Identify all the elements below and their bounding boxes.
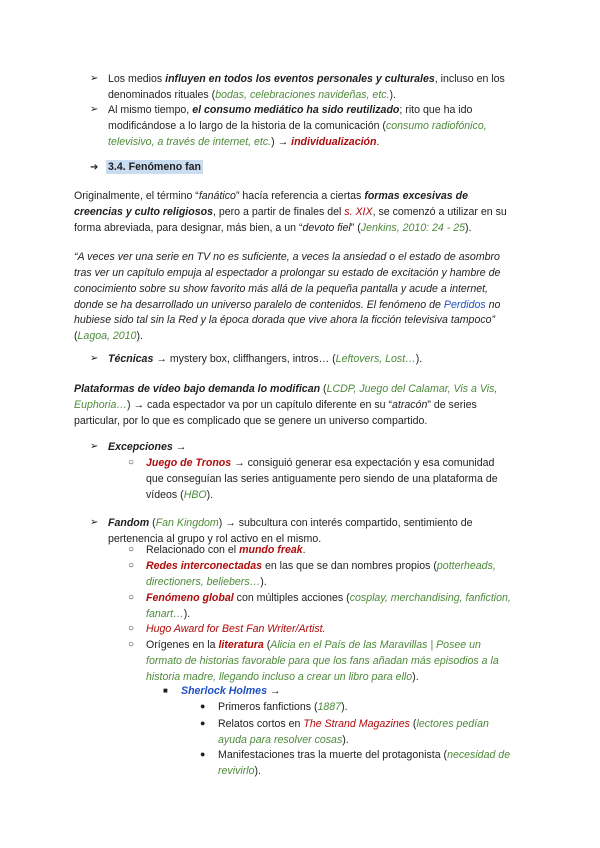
list-item-consumo-line2 [108,119,487,134]
examples: Alicia en el País de las Maravillas | Posee un [270,639,481,651]
text: ). [136,330,143,342]
subitem-juego-tronos-line2 [146,472,498,487]
text: ). [254,765,261,777]
arrowhead-bullet-icon: ➢ [90,517,99,528]
text: con múltiples acciones ( [233,592,350,604]
text: ). [389,89,396,101]
text: → [172,441,187,453]
subitem-origenes-line1 [146,638,481,653]
circle-bullet-icon: ○ [128,639,135,650]
examples: historia madre, llegando incluso a crear un libro para ello [146,671,413,683]
text: Los medios [108,73,166,85]
text: ” hacía referencia a ciertas [235,190,365,202]
section-heading [106,160,203,175]
circle-bullet-icon: ○ [128,560,135,571]
examples: necesidad de [447,749,511,761]
example: Fan Kingdom [155,517,219,529]
text: Originalmente, el término “ [74,190,199,202]
text: ( [74,330,78,342]
text: ( [263,639,271,651]
examples: LCDP, Juego del Calamar, Vis a Vis, [326,383,498,395]
key-term: literatura [218,639,264,651]
magazine: The Strand Magazines [303,718,410,730]
subitem-juego-tronos-line1 [146,456,494,471]
quote-line5 [74,313,495,328]
text: → [266,685,281,697]
dot-bullet-icon: ● [200,718,206,728]
examples: Euphoria… [74,399,127,411]
label: Técnicas [108,353,154,365]
text: ). [412,671,419,683]
emphasis: creencias y culto religiosos [74,206,213,218]
text: Relacionado con el [146,544,240,556]
key-term: mundo freak [239,544,303,556]
examples: fanart… [146,608,184,620]
key-term: Redes interconectadas [146,560,262,572]
label: Fandom [108,517,150,529]
text: ; rito que ha ido [399,104,473,116]
paragraph2-line1 [74,382,497,397]
list-item-consumo-line1 [108,103,472,118]
circle-bullet-icon: ○ [128,592,135,603]
examples: Leftovers, Lost… [335,353,416,365]
arrow-bullet-icon: ➔ [90,162,99,173]
text: Al mismo tiempo, [108,104,193,116]
circle-bullet-icon: ○ [128,623,135,634]
term: devoto fiel [302,222,351,234]
text: , pero a partir de finales del [212,206,345,218]
subitem-redes-line2 [146,575,267,590]
list-item-tecnicas [108,352,422,367]
subitem-origenes-line3 [146,670,419,685]
text: modificándose a lo largo de la historia de la comunicación ( [108,120,386,132]
list-item-media-line1 [108,72,505,87]
date: s. XIX [344,206,373,218]
examples: lectores pedían [416,718,489,730]
list-item-media-line2 [108,88,396,103]
examples: bodas, celebraciones navideñas, etc. [215,89,390,101]
examples: potterheads, [436,560,496,572]
text: Primeros fanfictions ( [218,701,318,713]
subitem-freak [146,543,306,558]
text: ). [341,701,348,713]
text: en las que se dan nombres propios ( [262,560,437,572]
text: , se comenzó a utilizar en su [372,206,507,218]
examples: cosplay, merchandising, fanfiction, [349,592,511,604]
arrowhead-bullet-icon: ➢ [90,353,99,364]
detail-strand-line1 [218,717,489,732]
detail-manifestaciones-line1 [218,748,510,763]
text: particular, por lo que es complicado que se genere un universo compartido. [74,415,428,427]
examples: ayuda para resolver cosas [218,734,343,746]
label: Excepciones [108,441,173,453]
paragraph-line1 [74,189,468,204]
text: Manifestaciones tras la muerte del protagonista ( [218,749,448,761]
list-item-consumo-line3 [108,135,379,150]
subitem-redes-line1 [146,559,496,574]
key-term: Juego de Tronos [146,457,232,469]
arrowhead-bullet-icon: ➢ [90,104,99,115]
paragraph-line3 [74,221,472,236]
subsubitem-sherlock [181,684,281,699]
text: . [302,544,306,556]
text: . [376,136,380,148]
text: tras ver un capítulo empuja al espectador a prolongar su estado de excitación y hambre de [74,267,501,279]
text: ( [149,517,156,529]
detail-strand-line2 [218,733,349,748]
subitem-origenes-line2 [146,654,499,669]
examples: consumo radiofónico, [385,120,487,132]
arrowhead-bullet-icon: ➢ [90,73,99,84]
text: ) → cada espectador va por un capítulo diferente en su “ [127,399,392,411]
text: no [485,299,501,311]
term: atracón [392,399,428,411]
quote-line3 [74,282,488,297]
title: Sherlock Holmes [181,685,267,697]
examples: directioners, beliebers… [146,576,261,588]
text: ” [491,314,496,326]
year: 1887 [317,701,342,713]
heading-text: 3.4. Fenómeno fan [108,161,202,173]
text: ). [342,734,349,746]
list-item-fandom-line1 [108,516,473,531]
text: forma abreviada, para designar, más bien, a un “ [74,222,303,234]
text: ). [415,353,423,365]
text: ” de series [427,399,477,411]
subitem-global-line2 [146,607,190,622]
examples: revivirlo [218,765,255,777]
text: ) → [271,136,292,148]
text: , incluso en los [434,73,505,85]
text: que conseguían las series antiguamente pero siendo de una plataforma de [146,473,498,485]
paragraph2-line2 [74,398,477,413]
example: HBO [183,489,207,501]
emphasis: el consumo mediático ha sido reutilizado [192,104,400,116]
text: “A veces ver una serie en TV no es suficiente, a veces la ansiedad o el estado de asombro [74,251,500,263]
term: fanático [198,190,236,202]
circle-bullet-icon: ○ [128,544,135,555]
text: Relatos cortos en [218,718,304,730]
text: pertenencia al grupo y rol activo en el mismo. [108,533,322,545]
quote-citation [74,329,143,344]
text: ) → subcultura con interés compartido, sentimiento de [218,517,473,529]
paragraph-line2 [74,205,507,220]
key-term: individualización [291,136,377,148]
citation: Jenkins, 2010: 24 - 25 [360,222,466,234]
quote-line2 [74,266,500,281]
key-term: Fenómeno global [146,592,234,604]
examples: televisivo, a través de internet, etc. [108,136,272,148]
text: ( [409,718,417,730]
text: ” ( [350,222,361,234]
text: → consiguió generar esa expectación y esa comunidad [231,457,495,469]
text: ( [320,383,327,395]
square-bullet-icon: ■ [163,686,168,695]
text: ). [465,222,472,234]
text: conocimiento sobre su show favorito más allá de la pequeña pantalla y acude a internet, [74,283,488,295]
circle-bullet-icon: ○ [128,457,135,468]
title: Perdidos [443,299,486,311]
text: ). [260,576,267,588]
award: Hugo Award for Best Fan Writer/Artist. [146,623,326,635]
emphasis: Plataformas de vídeo bajo demanda lo modifican [74,383,321,395]
dot-bullet-icon: ● [200,749,206,759]
text: ). [183,608,191,620]
detail-fanfictions [218,700,348,715]
text: Orígenes en la [146,639,219,651]
text: vídeos ( [146,489,184,501]
paragraph2-line3 [74,414,427,429]
subitem-hugo [146,622,326,637]
quote-line4 [74,298,500,313]
emphasis: influyen en todos los eventos personales y culturales [165,73,435,85]
examples: formato de historias favorable para que los fans añadan más episodios a la [146,655,499,667]
text: ). [206,489,214,501]
list-item-excepciones [108,440,186,455]
dot-bullet-icon: ● [200,701,206,711]
emphasis: formas excesivas de [364,190,468,202]
text: denominados rituales ( [108,89,216,101]
subitem-juego-tronos-line3 [146,488,213,503]
quote-line1 [74,250,500,265]
text: donde se ha desarrollado un universo paralelo de contenidos. El fenómeno de [74,299,444,311]
citation: Lagoa, 2010 [77,330,137,342]
subitem-global-line1 [146,591,511,606]
text: hubiese sido tal sin la Red y la época dorada que vive ahora la ficción televisiva tampoco [74,314,492,326]
detail-manifestaciones-line2 [218,764,261,779]
text: → mystery box, cliffhangers, intros… ( [153,353,336,365]
arrowhead-bullet-icon: ➢ [90,441,99,452]
